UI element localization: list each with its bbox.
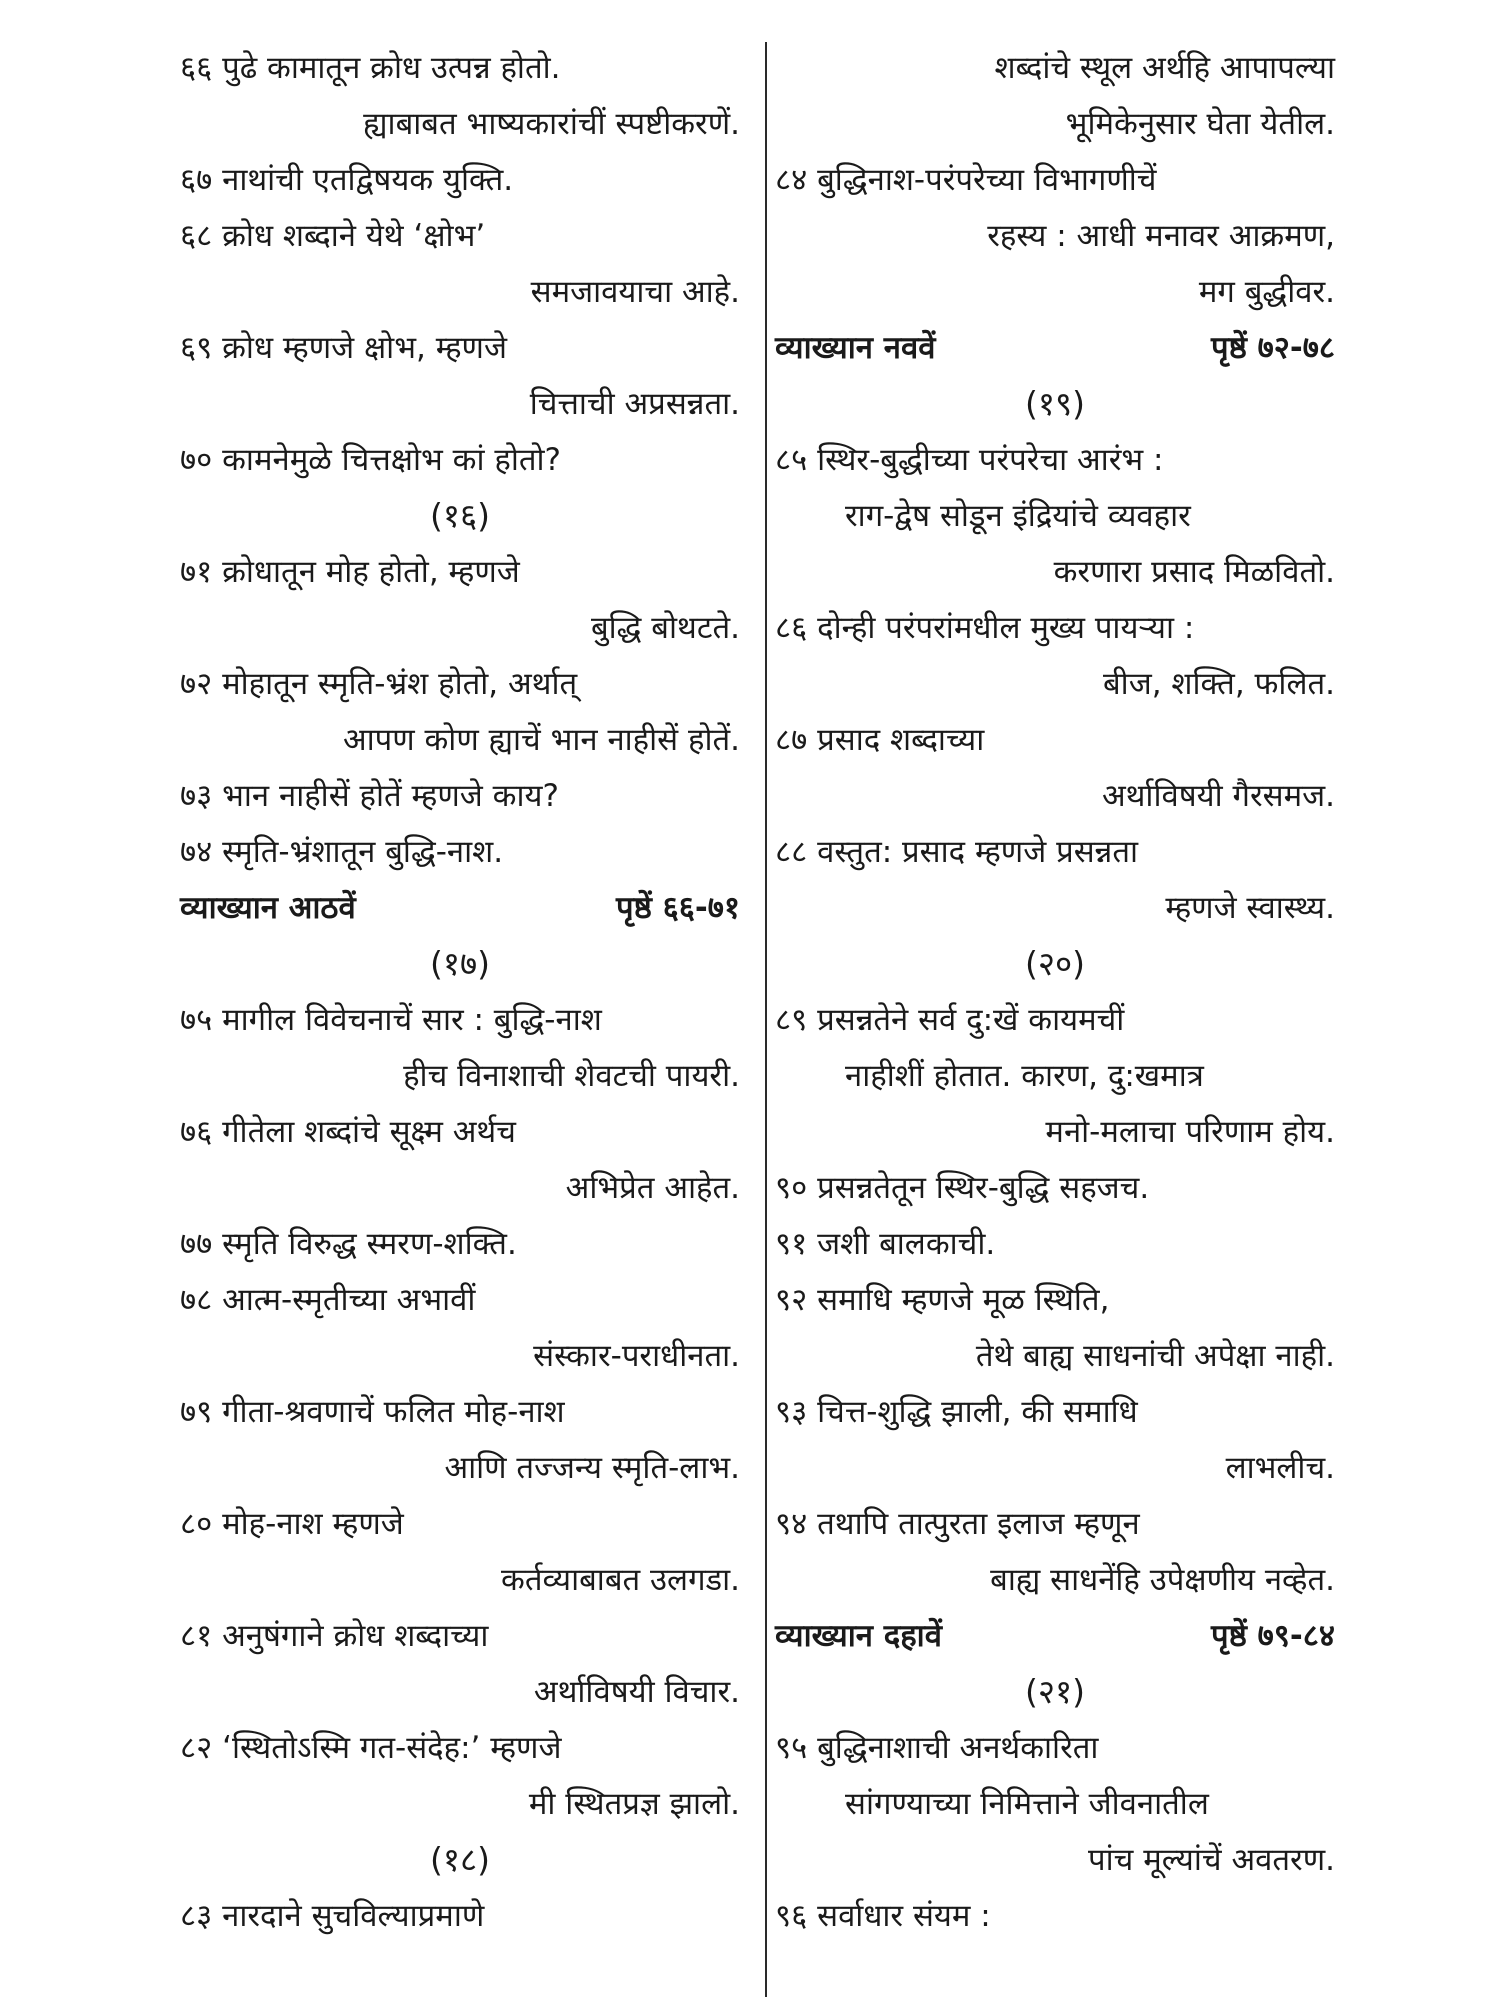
entry-number: ६९: [180, 330, 213, 366]
entry-text: वस्तुत: प्रसाद म्हणजे प्रसन्नता: [817, 834, 1139, 870]
entry-number: ८३: [180, 1898, 213, 1934]
lecture-heading: [180, 880, 740, 936]
entry-text: बुद्धिनाश-परंपरेच्या विभागणीचें: [817, 162, 1157, 198]
entry-text: बुद्धिनाशाची अनर्थकारिता: [817, 1730, 1099, 1766]
entry-number: ६७: [180, 162, 213, 198]
entry-text: ‘स्थितोऽस्मि गत-संदेह:’ म्हणजे: [222, 1730, 562, 1766]
section-number: (१६): [429, 496, 491, 535]
entry-number: ९६: [775, 1898, 808, 1934]
entry-continuation: सांगण्याच्या निमित्ताने जीवनातील: [845, 1786, 1209, 1822]
entry-text: क्रोध शब्दाने येथे ‘क्षोभ’: [222, 218, 486, 254]
toc-entry: [180, 1272, 740, 1328]
entry-number: ८०: [180, 1506, 213, 1542]
entry-number: ७६: [180, 1114, 213, 1150]
entry-continuation: मी स्थितप्रज्ञ झालो.: [528, 1786, 740, 1822]
entry-continuation: राग-द्वेष सोडून इंद्रियांचे व्यवहार: [845, 498, 1191, 534]
entry-number: ९२: [775, 1282, 808, 1318]
toc-entry: [180, 1888, 740, 1944]
entry-text: स्मृति-भ्रंशातून बुद्धि-नाश.: [222, 834, 504, 870]
entry-text: दोन्ही परंपरांमधील मुख्य पायऱ्या :: [817, 610, 1195, 646]
entry-text: भान नाहीसें होतें म्हणजे काय?: [222, 778, 559, 814]
toc-entry: [775, 1216, 1335, 1272]
toc-entry: [775, 1496, 1335, 1552]
entry-text: गीता-श्रवणाचें फलित मोह-नाश: [222, 1394, 565, 1430]
entry-number: ८२: [180, 1730, 213, 1766]
entry-text: क्रोधातून मोह होतो, म्हणजे: [222, 554, 520, 590]
lecture-title: व्याख्यान नववें: [775, 330, 936, 366]
toc-entry: [775, 1384, 1335, 1440]
entry-number: ८१: [180, 1618, 213, 1654]
entry-text: सर्वाधार संयम :: [817, 1898, 991, 1934]
toc-entry: [180, 1496, 740, 1552]
entry-number: ९५: [775, 1730, 808, 1766]
entry-number: ७०: [180, 442, 213, 478]
toc-entry: [775, 712, 1335, 768]
entry-number: ८८: [775, 834, 808, 870]
entry-continuation: रहस्य : आधी मनावर आक्रमण,: [987, 218, 1335, 254]
entry-continuation: कर्तव्याबाबत उलगडा.: [501, 1562, 740, 1598]
entry-number: ७१: [180, 554, 213, 590]
entry-text: प्रसन्नतेने सर्व दु:खें कायमचीं: [817, 1002, 1125, 1038]
entry-number: ८७: [775, 722, 808, 758]
toc-entry: [180, 1720, 740, 1776]
right-column: [775, 40, 1335, 1944]
section-number: (२१): [1024, 1672, 1086, 1711]
entry-continuation: बीज, शक्ति, फलित.: [1102, 666, 1335, 702]
entry-continuation: मग बुद्धीवर.: [1198, 274, 1335, 310]
entry-number: ७२: [180, 666, 213, 702]
section-number: (१८): [429, 1840, 491, 1879]
entry-number: ७७: [180, 1226, 213, 1262]
lecture-title: व्याख्यान दहावें: [775, 1618, 942, 1654]
entry-text: नारदाने सुचविल्याप्रमाणे: [222, 1898, 485, 1934]
lecture-heading: [775, 320, 1335, 376]
entry-continuation: भूमिकेनुसार घेता येतील.: [1065, 106, 1335, 142]
entry-number: ९१: [775, 1226, 808, 1262]
entry-continuation: समजावयाचा आहे.: [530, 274, 740, 310]
entry-text: समाधि म्हणजे मूळ स्थिति,: [817, 1282, 1110, 1318]
toc-entry: [180, 40, 740, 96]
entry-continuation: आपण कोण ह्याचें भान नाहीसें होतें.: [342, 722, 740, 758]
section-number: (१९): [1024, 384, 1086, 423]
entry-text: मोह-नाश म्हणजे: [222, 1506, 404, 1542]
entry-text: मोहातून स्मृति-भ्रंश होतो, अर्थात्: [222, 666, 578, 702]
entry-continuation: बुद्धि बोथटते.: [590, 610, 740, 646]
toc-entry: [180, 152, 740, 208]
entry-continuation: ह्याबाबत भाष्यकारांचीं स्पष्टीकरणें.: [363, 106, 740, 142]
entry-number: ६६: [180, 50, 213, 86]
entry-continuation: संस्कार-पराधीनता.: [533, 1338, 740, 1374]
entry-continuation: अर्थाविषयी विचार.: [533, 1674, 740, 1710]
entry-continuation: नाहीशीं होतात. कारण, दु:खमात्र: [845, 1058, 1204, 1094]
entry-number: ७९: [180, 1394, 213, 1430]
toc-entry: [775, 1272, 1335, 1328]
toc-entry: [180, 768, 740, 824]
left-column: [180, 40, 740, 1944]
entry-continuation: मनो-मलाचा परिणाम होय.: [1045, 1114, 1335, 1150]
entry-number: ८५: [775, 442, 808, 478]
entry-continuation: हीच विनाशाची शेवटची पायरी.: [403, 1058, 740, 1094]
toc-entry: [180, 992, 740, 1048]
entry-number: ६८: [180, 218, 213, 254]
toc-entry: [775, 600, 1335, 656]
toc-entry: [180, 208, 740, 264]
entry-text: चित्त-शुद्धि झाली, की समाधि: [817, 1394, 1138, 1430]
entry-number: ७४: [180, 834, 213, 870]
entry-number: ७५: [180, 1002, 213, 1038]
entry-text: नाथांची एतद्विषयक युक्ति.: [222, 162, 514, 198]
toc-entry: [180, 1104, 740, 1160]
toc-entry: [180, 544, 740, 600]
entry-number: ७३: [180, 778, 213, 814]
lecture-heading: [775, 1608, 1335, 1664]
toc-entry: [775, 1160, 1335, 1216]
entry-number: ७८: [180, 1282, 213, 1318]
toc-entry: [180, 1608, 740, 1664]
entry-continuation: चित्ताची अप्रसन्नता.: [529, 386, 740, 422]
toc-entry: [775, 432, 1335, 488]
entry-text: स्मृति विरुद्ध स्मरण-शक्ति.: [222, 1226, 517, 1262]
column-divider: [765, 42, 767, 1997]
toc-entry: [180, 432, 740, 488]
entry-text: मागील विवेचनाचें सार : बुद्धि-नाश: [222, 1002, 602, 1038]
lecture-pages: पृष्ठें ६६-७१: [615, 890, 740, 926]
entry-text: अनुषंगाने क्रोध शब्दाच्या: [222, 1618, 489, 1654]
entry-continuation: अर्थाविषयी गैरसमज.: [1101, 778, 1335, 814]
entry-continuation: म्हणजे स्वास्थ्य.: [1165, 890, 1335, 926]
entry-continuation: अभिप्रेत आहेत.: [565, 1170, 740, 1206]
toc-entry: [180, 824, 740, 880]
entry-text: प्रसाद शब्दाच्या: [817, 722, 985, 758]
entry-text: गीतेला शब्दांचे सूक्ष्म अर्थच: [222, 1114, 516, 1150]
toc-entry: [180, 1216, 740, 1272]
section-number: (१७): [429, 944, 491, 983]
toc-entry: [180, 320, 740, 376]
entry-text: आत्म-स्मृतीच्या अभावीं: [222, 1282, 476, 1318]
entry-text: कामनेमुळे चित्तक्षोभ कां होतो?: [222, 442, 562, 478]
entry-continuation: करणारा प्रसाद मिळवितो.: [1053, 554, 1335, 590]
entry-continuation: तेथे बाह्य साधनांची अपेक्षा नाही.: [975, 1338, 1335, 1374]
toc-entry: [775, 824, 1335, 880]
toc-entry: [775, 992, 1335, 1048]
entry-text: जशी बालकाची.: [817, 1226, 996, 1262]
toc-entry: [775, 152, 1335, 208]
lecture-title: व्याख्यान आठवें: [180, 890, 356, 926]
entry-number: ८४: [775, 162, 808, 198]
entry-text: क्रोध म्हणजे क्षोभ, म्हणजे: [222, 330, 507, 366]
entry-continuation: शब्दांचे स्थूल अर्थहि आपापल्या: [994, 50, 1335, 86]
entry-number: ८९: [775, 1002, 808, 1038]
entry-text: पुढे कामातून क्रोध उत्पन्न होतो.: [222, 50, 561, 86]
toc-entry: [775, 1888, 1335, 1944]
entry-continuation: लाभलीच.: [1225, 1450, 1335, 1486]
toc-entry: [180, 656, 740, 712]
entry-number: ९४: [775, 1506, 808, 1542]
entry-text: प्रसन्नतेतून स्थिर-बुद्धि सहजच.: [817, 1170, 1150, 1206]
toc-entry: [180, 1384, 740, 1440]
entry-number: ९३: [775, 1394, 808, 1430]
entry-continuation: पांच मूल्यांचें अवतरण.: [1088, 1842, 1335, 1878]
section-number: (२०): [1024, 944, 1086, 983]
entry-text: तथापि तात्पुरता इलाज म्हणून: [817, 1506, 1140, 1542]
lecture-pages: पृष्ठें ७९-८४: [1210, 1618, 1335, 1654]
entry-number: ८६: [775, 610, 808, 646]
toc-entry: [775, 1720, 1335, 1776]
lecture-pages: पृष्ठें ७२-७८: [1210, 330, 1335, 366]
entry-number: ९०: [775, 1170, 808, 1206]
entry-continuation: आणि तज्जन्य स्मृति-लाभ.: [444, 1450, 740, 1486]
entry-continuation: बाह्य साधनेंहि उपेक्षणीय नव्हेत.: [990, 1562, 1335, 1598]
entry-text: स्थिर-बुद्धीच्या परंपरेचा आरंभ :: [817, 442, 1164, 478]
